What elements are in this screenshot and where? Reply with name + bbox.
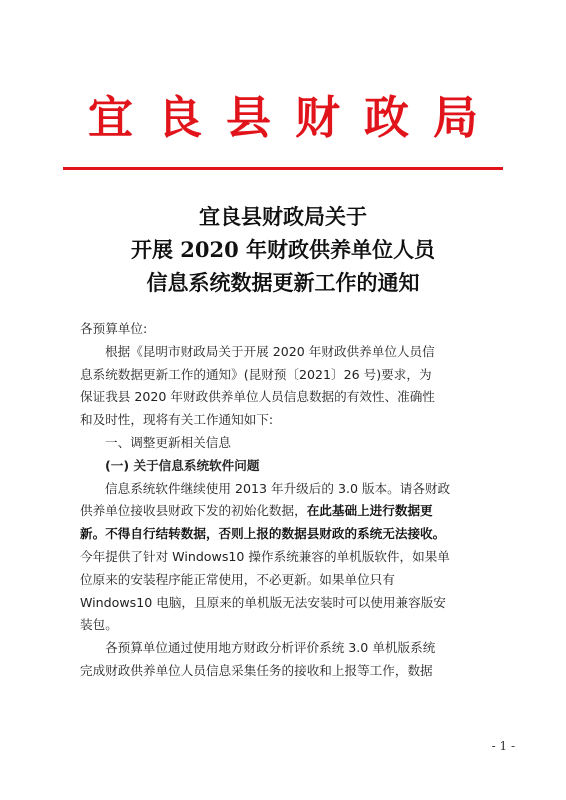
paragraph-2-line: Windows10 电脑，且原来的单机版无法安装时可以使用兼容版安 bbox=[80, 594, 446, 610]
paragraph-2-emphasis: 在此基础上进行数据更 bbox=[306, 503, 433, 519]
title-line-1: 宜良县财政局关于 bbox=[199, 204, 367, 229]
paragraph-3-line: 各预算单位通过使用地方财政分析评价系统 3.0 单机版系统 bbox=[105, 640, 436, 656]
paragraph-1-line: 息系统数据更新工作的通知》(昆财预〔2021〕26 号)要求，为 bbox=[80, 366, 432, 382]
paragraph-2-emphasis-line: 新。不得自行结转数据，否则上报的数据县财政的系统无法接收。 bbox=[80, 526, 446, 542]
document-body bbox=[80, 318, 505, 683]
paragraph-2-line: 信息系统软件继续使用 2013 年升级后的 3.0 版本。请各财政 bbox=[105, 480, 451, 496]
paragraph-2-line: 位原来的安装程序能正常使用，不必更新。如果单位只有 bbox=[80, 571, 395, 587]
paragraph-2-line: 装包。 bbox=[80, 617, 118, 633]
document-title bbox=[0, 200, 566, 299]
title-line-3: 信息系统数据更新工作的通知 bbox=[146, 270, 420, 295]
paragraph-1-line: 根据《昆明市财政局关于开展 2020 年财政供养单位人员信 bbox=[105, 343, 435, 359]
title-line-2: 开展 2020 年财政供养单位人员 bbox=[130, 237, 436, 262]
section-heading-2: (一) 关于信息系统软件问题 bbox=[105, 457, 260, 473]
paragraph-2-plain-text: 供养单位接收县财政下发的初始化数据， bbox=[80, 503, 307, 519]
paragraph-1-line: 保证我县 2020 年财政供养单位人员信息数据的有效性、准确性 bbox=[80, 389, 435, 405]
masthead-red-rule bbox=[63, 167, 503, 170]
section-heading-1: 一、调整更新相关信息 bbox=[105, 434, 231, 450]
page-number: - 1 - bbox=[491, 739, 515, 753]
masthead-agency-name: 宜良县财政局 bbox=[87, 91, 502, 144]
paragraph-2-line: 今年提供了针对 Windows10 操作系统兼容的单机版软件，如果单 bbox=[80, 548, 450, 564]
salutation: 各预算单位: bbox=[80, 321, 148, 336]
paragraph-2-line bbox=[80, 500, 505, 523]
paragraph-3-line: 完成财政供养单位人员信息采集任务的接收和上报等工作，数据 bbox=[80, 662, 433, 678]
paragraph-1-line: 和及时性，现将有关工作通知如下: bbox=[80, 412, 274, 428]
